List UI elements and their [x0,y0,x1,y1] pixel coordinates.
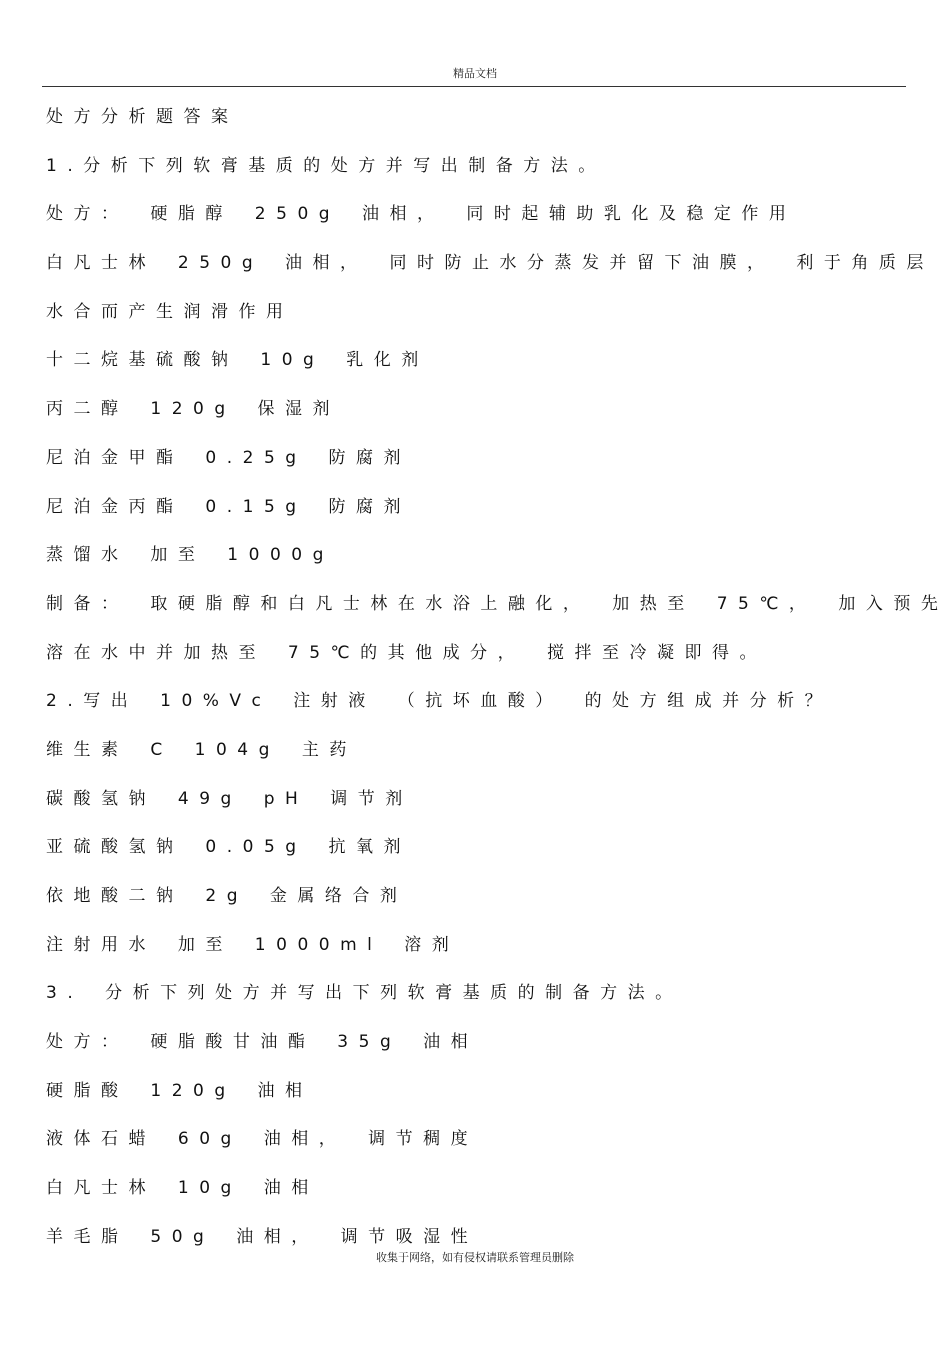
formula-line: 羊毛脂 50g 油相， 调节吸湿性 [46,1226,479,1247]
formula-line: 液体石蜡 60g 油相， 调节稠度 [46,1129,479,1150]
formula-line: 十二烷基硫酸钠 10g 乳化剂 [46,350,429,371]
question-1: 1.分析下列软膏基质的处方并写出制备方法。 [46,155,606,176]
formula-line: 白凡士林 10g 油相 [46,1178,319,1199]
formula-line: 处方： 硬脂酸甘油酯 35g 油相 [46,1032,479,1053]
formula-line: 硬脂酸 120g 油相 [46,1080,313,1101]
formula-line: 处方： 硬脂醇 250g 油相， 同时起辅助乳化及稳定作用 [46,204,797,225]
page-footer: 收集于网络，如有侵权请联系管理员删除 [376,1251,574,1264]
formula-line: 丙二醇 120g 保湿剂 [46,399,341,420]
preparation-line: 制备： 取硬脂醇和白凡士林在水浴上融化， 加热至 75℃， 加入预先 [46,593,949,614]
formula-line: 依地酸二钠 2g 金属络合剂 [46,886,408,906]
formula-line: 蒸馏水 加至 1000g [46,545,334,566]
formula-line: 注射用水 加至 1000ml 溶剂 [46,934,460,955]
question-3: 3. 分析下列处方并写出下列软膏基质的制备方法。 [46,983,683,1004]
preparation-line: 溶在水中并加热至 75℃的其他成分， 搅拌至冷凝即得。 [46,642,768,663]
formula-line: 水合而产生润滑作用 [46,301,294,322]
formula-line: 白凡士林 250g 油相， 同时防止水分蒸发并留下油膜， 利于角质层 [46,253,934,274]
page-header: 精品文档 [453,67,497,80]
formula-line: 亚硫酸氢钠 0.05g 抗氧剂 [46,837,411,858]
formula-line: 尼泊金甲酯 0.25g 防腐剂 [46,447,411,468]
question-2: 2.写出 10%Vc 注射液 （抗坏血酸） 的处方组成并分析？ [46,691,833,712]
formula-line: 维生素 C 104g 主药 [46,739,357,760]
document-body [46,103,949,1272]
formula-line: 碳酸氢钠 49g pH 调节剂 [46,788,413,809]
document-title: 处方分析题答案 [46,107,239,127]
formula-line: 尼泊金丙酯 0.15g 防腐剂 [46,496,411,517]
header-divider [42,86,906,87]
